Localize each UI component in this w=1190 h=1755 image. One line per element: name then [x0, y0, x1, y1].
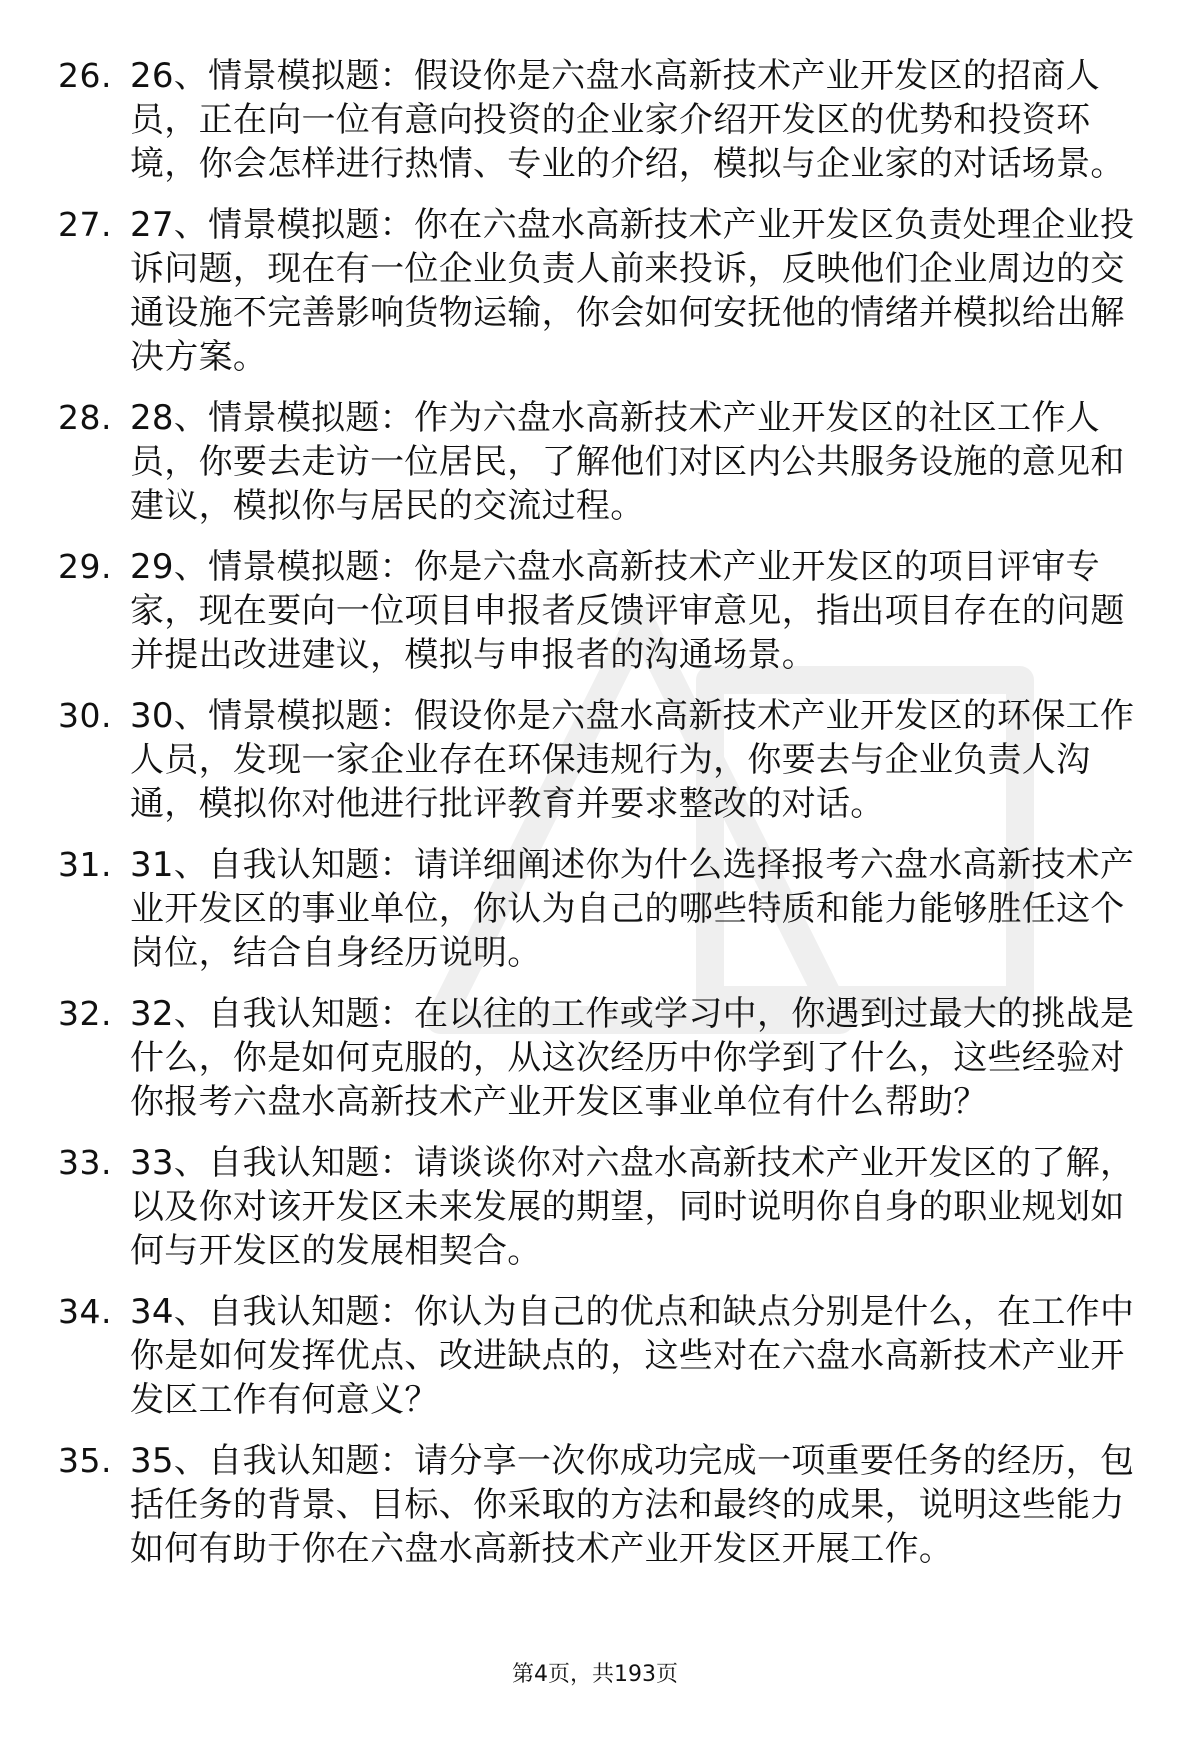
- question-text: 33、自我认知题：请谈谈你对六盘水高新技术产业开发区的了解，以及你对该开发区未来发展的期望，同时说明你自身的职业规划如何与开发区的发展相契合。: [130, 1143, 1135, 1271]
- question-number: 30.: [58, 696, 112, 735]
- question-text: 26、情景模拟题：假设你是六盘水高新技术产业开发区的招商人员，正在向一位有意向投资的企业家介绍开发区的优势和投资环境，你会怎样进行热情、专业的介绍，模拟与企业家的对话场景。: [130, 56, 1125, 184]
- question-number: 35.: [58, 1441, 112, 1480]
- question-text: 35、自我认知题：请分享一次你成功完成一项重要任务的经历，包括任务的背景、目标、你采取的方法和最终的成果，说明这些能力如何有助于你在六盘水高新技术产业开发区开展工作。: [130, 1441, 1135, 1569]
- question-item-31: [58, 843, 1143, 975]
- question-text: 31、自我认知题：请详细阐述你为什么选择报考六盘水高新技术产业开发区的事业单位，你认为自己的哪些特质和能力能够胜任这个岗位，结合自身经历说明。: [130, 845, 1135, 973]
- question-item-29: [58, 545, 1143, 677]
- question-list: [58, 54, 1143, 1588]
- question-item-30: [58, 694, 1143, 826]
- question-number: 34.: [58, 1292, 112, 1331]
- question-item-34: [58, 1290, 1143, 1422]
- question-text: 30、情景模拟题：假设你是六盘水高新技术产业开发区的环保工作人员，发现一家企业存在环保违规行为，你要去与企业负责人沟通，模拟你对他进行批评教育并要求整改的对话。: [130, 696, 1135, 824]
- question-item-27: [58, 203, 1143, 379]
- question-number: 27.: [58, 205, 112, 244]
- question-item-32: [58, 992, 1143, 1124]
- question-item-26: [58, 54, 1143, 186]
- question-text: 27、情景模拟题：你在六盘水高新技术产业开发区负责处理企业投诉问题，现在有一位企业负责人前来投诉，反映他们企业周边的交通设施不完善影响货物运输，你会如何安抚他的情绪并模拟给出解决方案。: [130, 205, 1135, 377]
- question-text: 34、自我认知题：你认为自己的优点和缺点分别是什么，在工作中你是如何发挥优点、改进缺点的，这些对在六盘水高新技术产业开发区工作有何意义？: [130, 1292, 1135, 1420]
- question-number: 31.: [58, 845, 112, 884]
- question-number: 26.: [58, 56, 112, 95]
- question-item-33: [58, 1141, 1143, 1273]
- question-number: 29.: [58, 547, 112, 586]
- question-text: 32、自我认知题：在以往的工作或学习中，你遇到过最大的挑战是什么，你是如何克服的，从这次经历中你学到了什么，这些经验对你报考六盘水高新技术产业开发区事业单位有什么帮助？: [130, 994, 1135, 1122]
- question-number: 33.: [58, 1143, 112, 1182]
- question-number: 32.: [58, 994, 112, 1033]
- question-item-28: [58, 396, 1143, 528]
- question-item-35: [58, 1439, 1143, 1571]
- page-footer: 第4页，共193页: [512, 1662, 678, 1687]
- question-text: 28、情景模拟题：作为六盘水高新技术产业开发区的社区工作人员，你要去走访一位居民，了解他们对区内公共服务设施的意见和建议，模拟你与居民的交流过程。: [130, 398, 1125, 526]
- question-text: 29、情景模拟题：你是六盘水高新技术产业开发区的项目评审专家，现在要向一位项目申报者反馈评审意见，指出项目存在的问题并提出改进建议，模拟与申报者的沟通场景。: [130, 547, 1125, 675]
- question-number: 28.: [58, 398, 112, 437]
